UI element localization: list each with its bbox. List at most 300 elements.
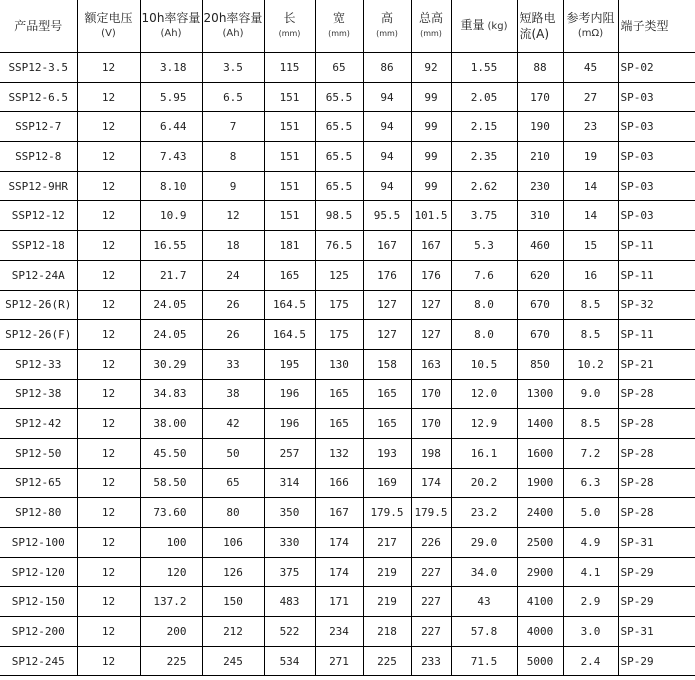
cell-length: 375 xyxy=(264,557,315,587)
cell-capacity-20h: 24 xyxy=(202,260,264,290)
header-capacity-10h xyxy=(140,0,202,53)
header-weight xyxy=(451,0,517,53)
cell-capacity-20h: 9 xyxy=(202,171,264,201)
cell-resistance: 14 xyxy=(563,171,618,201)
cell-capacity-20h: 3.5 xyxy=(202,53,264,83)
cell-width: 65.5 xyxy=(315,112,363,142)
cell-length: 164.5 xyxy=(264,320,315,350)
cell-terminal: SP-03 xyxy=(618,142,695,172)
cell-capacity-20h: 42 xyxy=(202,409,264,439)
cell-weight: 57.8 xyxy=(451,617,517,647)
header-resistance-unit: (mΩ) xyxy=(577,28,604,39)
cell-voltage: 12 xyxy=(77,468,140,498)
cell-capacity-10h: 30.29 xyxy=(140,349,202,379)
cell-capacity-20h: 26 xyxy=(202,290,264,320)
cell-total-height: 226 xyxy=(411,528,451,558)
cell-capacity-10h: 120 xyxy=(140,557,202,587)
cell-length: 115 xyxy=(264,53,315,83)
cell-length: 195 xyxy=(264,349,315,379)
cell-total-height: 174 xyxy=(411,468,451,498)
cell-resistance: 4.9 xyxy=(563,528,618,558)
header-voltage-label: 额定电压 xyxy=(84,11,133,25)
cell-model: SSP12-12 xyxy=(0,201,77,231)
header-height-unit: (mm) xyxy=(376,29,398,38)
table-row xyxy=(0,409,695,439)
header-resistance-label: 参考内阻 xyxy=(566,11,615,25)
cell-capacity-10h: 100 xyxy=(140,528,202,558)
table-row xyxy=(0,290,695,320)
cell-terminal: SP-28 xyxy=(618,409,695,439)
cell-model: SP12-150 xyxy=(0,587,77,617)
cell-model: SP12-65 xyxy=(0,468,77,498)
cell-terminal: SP-02 xyxy=(618,53,695,83)
cell-model: SP12-80 xyxy=(0,498,77,528)
cell-width: 175 xyxy=(315,320,363,350)
table-row xyxy=(0,142,695,172)
cell-weight: 43 xyxy=(451,587,517,617)
cell-total-height: 233 xyxy=(411,646,451,676)
cell-terminal: SP-29 xyxy=(618,646,695,676)
table-row xyxy=(0,53,695,83)
cell-capacity-10h: 10.9 xyxy=(140,201,202,231)
cell-length: 314 xyxy=(264,468,315,498)
cell-width: 76.5 xyxy=(315,231,363,261)
cell-weight: 2.35 xyxy=(451,142,517,172)
cell-length: 522 xyxy=(264,617,315,647)
cell-terminal: SP-11 xyxy=(618,231,695,261)
cell-total-height: 227 xyxy=(411,617,451,647)
cell-capacity-10h: 34.83 xyxy=(140,379,202,409)
cell-capacity-20h: 126 xyxy=(202,557,264,587)
cell-model: SP12-120 xyxy=(0,557,77,587)
cell-width: 65.5 xyxy=(315,171,363,201)
cell-width: 167 xyxy=(315,498,363,528)
header-model-label: 产品型号 xyxy=(14,19,63,33)
cell-total-height: 227 xyxy=(411,557,451,587)
table-row xyxy=(0,528,695,558)
cell-length: 483 xyxy=(264,587,315,617)
cell-length: 151 xyxy=(264,171,315,201)
cell-capacity-10h: 5.95 xyxy=(140,82,202,112)
cell-short-circuit: 190 xyxy=(517,112,563,142)
cell-model: SP12-26(F) xyxy=(0,320,77,350)
cell-capacity-20h: 26 xyxy=(202,320,264,350)
cell-height: 219 xyxy=(363,557,411,587)
header-short-circuit xyxy=(517,0,563,53)
cell-total-height: 170 xyxy=(411,379,451,409)
cell-capacity-20h: 8 xyxy=(202,142,264,172)
cell-short-circuit: 1400 xyxy=(517,409,563,439)
cell-model: SP12-50 xyxy=(0,438,77,468)
table-row xyxy=(0,201,695,231)
header-capacity-10h-label: 10h率容量 xyxy=(141,11,201,25)
cell-weight: 20.2 xyxy=(451,468,517,498)
cell-resistance: 2.9 xyxy=(563,587,618,617)
cell-voltage: 12 xyxy=(77,438,140,468)
cell-height: 86 xyxy=(363,53,411,83)
cell-voltage: 12 xyxy=(77,617,140,647)
header-capacity-20h-unit: (Ah) xyxy=(222,28,244,39)
cell-model: SP12-42 xyxy=(0,409,77,439)
cell-weight: 23.2 xyxy=(451,498,517,528)
cell-length: 151 xyxy=(264,82,315,112)
cell-width: 65.5 xyxy=(315,142,363,172)
cell-length: 151 xyxy=(264,201,315,231)
cell-length: 151 xyxy=(264,112,315,142)
cell-voltage: 12 xyxy=(77,349,140,379)
cell-short-circuit: 170 xyxy=(517,82,563,112)
cell-weight: 34.0 xyxy=(451,557,517,587)
header-length-label: 长 xyxy=(283,11,296,25)
cell-resistance: 5.0 xyxy=(563,498,618,528)
cell-width: 174 xyxy=(315,528,363,558)
cell-voltage: 12 xyxy=(77,409,140,439)
cell-resistance: 16 xyxy=(563,260,618,290)
cell-height: 95.5 xyxy=(363,201,411,231)
cell-total-height: 167 xyxy=(411,231,451,261)
cell-capacity-20h: 80 xyxy=(202,498,264,528)
cell-length: 164.5 xyxy=(264,290,315,320)
cell-total-height: 163 xyxy=(411,349,451,379)
cell-terminal: SP-28 xyxy=(618,498,695,528)
cell-capacity-10h: 137.2 xyxy=(140,587,202,617)
cell-capacity-20h: 33 xyxy=(202,349,264,379)
cell-capacity-10h: 58.50 xyxy=(140,468,202,498)
cell-weight: 2.62 xyxy=(451,171,517,201)
cell-weight: 71.5 xyxy=(451,646,517,676)
cell-terminal: SP-28 xyxy=(618,379,695,409)
cell-capacity-20h: 7 xyxy=(202,112,264,142)
cell-weight: 2.05 xyxy=(451,82,517,112)
table-row xyxy=(0,468,695,498)
cell-total-height: 176 xyxy=(411,260,451,290)
cell-short-circuit: 2500 xyxy=(517,528,563,558)
table-row xyxy=(0,617,695,647)
cell-height: 167 xyxy=(363,231,411,261)
cell-length: 196 xyxy=(264,379,315,409)
cell-capacity-10h: 200 xyxy=(140,617,202,647)
table-body xyxy=(0,53,695,676)
cell-terminal: SP-21 xyxy=(618,349,695,379)
cell-weight: 2.15 xyxy=(451,112,517,142)
cell-voltage: 12 xyxy=(77,82,140,112)
table-row xyxy=(0,646,695,676)
cell-resistance: 4.1 xyxy=(563,557,618,587)
table-row xyxy=(0,260,695,290)
cell-short-circuit: 1600 xyxy=(517,438,563,468)
cell-terminal: SP-31 xyxy=(618,617,695,647)
cell-resistance: 8.5 xyxy=(563,290,618,320)
cell-terminal: SP-28 xyxy=(618,468,695,498)
header-weight-unit: (kg) xyxy=(487,21,508,32)
cell-model: SSP12-8 xyxy=(0,142,77,172)
header-capacity-10h-unit: (Ah) xyxy=(160,28,182,39)
header-total-height-label: 总高 xyxy=(418,11,443,25)
cell-capacity-10h: 8.10 xyxy=(140,171,202,201)
cell-total-height: 101.5 xyxy=(411,201,451,231)
cell-voltage: 12 xyxy=(77,53,140,83)
header-voltage xyxy=(77,0,140,53)
cell-weight: 5.3 xyxy=(451,231,517,261)
cell-short-circuit: 1900 xyxy=(517,468,563,498)
cell-total-height: 227 xyxy=(411,587,451,617)
cell-total-height: 92 xyxy=(411,53,451,83)
cell-voltage: 12 xyxy=(77,320,140,350)
cell-resistance: 45 xyxy=(563,53,618,83)
cell-model: SP12-38 xyxy=(0,379,77,409)
cell-width: 130 xyxy=(315,349,363,379)
cell-total-height: 99 xyxy=(411,171,451,201)
cell-capacity-10h: 16.55 xyxy=(140,231,202,261)
cell-voltage: 12 xyxy=(77,646,140,676)
header-resistance xyxy=(563,0,618,53)
table-row xyxy=(0,587,695,617)
cell-voltage: 12 xyxy=(77,260,140,290)
cell-weight: 10.5 xyxy=(451,349,517,379)
cell-height: 127 xyxy=(363,320,411,350)
table-row xyxy=(0,379,695,409)
cell-short-circuit: 670 xyxy=(517,290,563,320)
cell-weight: 7.6 xyxy=(451,260,517,290)
header-terminal xyxy=(618,0,695,53)
header-short-circuit-line1: 短路电 xyxy=(519,11,556,25)
cell-width: 234 xyxy=(315,617,363,647)
cell-resistance: 23 xyxy=(563,112,618,142)
cell-model: SSP12-6.5 xyxy=(0,82,77,112)
cell-height: 217 xyxy=(363,528,411,558)
cell-voltage: 12 xyxy=(77,587,140,617)
cell-capacity-20h: 212 xyxy=(202,617,264,647)
cell-capacity-20h: 106 xyxy=(202,528,264,558)
cell-terminal: SP-29 xyxy=(618,587,695,617)
cell-voltage: 12 xyxy=(77,231,140,261)
cell-weight: 3.75 xyxy=(451,201,517,231)
cell-length: 165 xyxy=(264,260,315,290)
table-row xyxy=(0,231,695,261)
cell-terminal: SP-03 xyxy=(618,112,695,142)
cell-height: 193 xyxy=(363,438,411,468)
cell-length: 350 xyxy=(264,498,315,528)
cell-total-height: 127 xyxy=(411,290,451,320)
cell-capacity-20h: 38 xyxy=(202,379,264,409)
cell-model: SP12-33 xyxy=(0,349,77,379)
cell-capacity-20h: 245 xyxy=(202,646,264,676)
cell-weight: 8.0 xyxy=(451,320,517,350)
cell-short-circuit: 620 xyxy=(517,260,563,290)
cell-total-height: 99 xyxy=(411,82,451,112)
header-total-height xyxy=(411,0,451,53)
cell-capacity-10h: 38.00 xyxy=(140,409,202,439)
header-terminal-label: 端子类型 xyxy=(620,19,669,33)
cell-resistance: 2.4 xyxy=(563,646,618,676)
cell-height: 165 xyxy=(363,379,411,409)
cell-short-circuit: 2400 xyxy=(517,498,563,528)
cell-model: SSP12-18 xyxy=(0,231,77,261)
cell-total-height: 198 xyxy=(411,438,451,468)
cell-height: 94 xyxy=(363,82,411,112)
cell-resistance: 3.0 xyxy=(563,617,618,647)
cell-height: 127 xyxy=(363,290,411,320)
cell-weight: 8.0 xyxy=(451,290,517,320)
cell-resistance: 7.2 xyxy=(563,438,618,468)
cell-weight: 16.1 xyxy=(451,438,517,468)
cell-capacity-20h: 50 xyxy=(202,438,264,468)
cell-height: 219 xyxy=(363,587,411,617)
cell-resistance: 8.5 xyxy=(563,320,618,350)
cell-width: 125 xyxy=(315,260,363,290)
cell-terminal: SP-11 xyxy=(618,260,695,290)
cell-width: 132 xyxy=(315,438,363,468)
cell-capacity-10h: 3.18 xyxy=(140,53,202,83)
cell-model: SP12-100 xyxy=(0,528,77,558)
cell-short-circuit: 4000 xyxy=(517,617,563,647)
cell-voltage: 12 xyxy=(77,171,140,201)
cell-short-circuit: 88 xyxy=(517,53,563,83)
cell-model: SP12-245 xyxy=(0,646,77,676)
cell-terminal: SP-03 xyxy=(618,171,695,201)
cell-total-height: 170 xyxy=(411,409,451,439)
cell-width: 65 xyxy=(315,53,363,83)
cell-total-height: 99 xyxy=(411,142,451,172)
cell-terminal: SP-29 xyxy=(618,557,695,587)
cell-terminal: SP-03 xyxy=(618,82,695,112)
table-row xyxy=(0,557,695,587)
header-length-unit: (mm) xyxy=(278,29,301,38)
cell-voltage: 12 xyxy=(77,201,140,231)
header-width xyxy=(315,0,363,53)
cell-height: 158 xyxy=(363,349,411,379)
cell-capacity-10h: 21.7 xyxy=(140,260,202,290)
cell-voltage: 12 xyxy=(77,379,140,409)
cell-total-height: 99 xyxy=(411,112,451,142)
table-row xyxy=(0,112,695,142)
cell-height: 176 xyxy=(363,260,411,290)
cell-width: 171 xyxy=(315,587,363,617)
cell-voltage: 12 xyxy=(77,528,140,558)
cell-capacity-10h: 6.44 xyxy=(140,112,202,142)
cell-width: 166 xyxy=(315,468,363,498)
header-width-unit: (mm) xyxy=(328,29,350,38)
cell-terminal: SP-32 xyxy=(618,290,695,320)
cell-width: 271 xyxy=(315,646,363,676)
cell-length: 534 xyxy=(264,646,315,676)
cell-terminal: SP-11 xyxy=(618,320,695,350)
cell-total-height: 127 xyxy=(411,320,451,350)
cell-voltage: 12 xyxy=(77,290,140,320)
cell-capacity-20h: 65 xyxy=(202,468,264,498)
header-short-circuit-line2: 流(A) xyxy=(519,27,550,41)
table-row xyxy=(0,171,695,201)
cell-length: 196 xyxy=(264,409,315,439)
cell-capacity-20h: 12 xyxy=(202,201,264,231)
header-height xyxy=(363,0,411,53)
cell-short-circuit: 310 xyxy=(517,201,563,231)
table-row xyxy=(0,498,695,528)
cell-capacity-10h: 225 xyxy=(140,646,202,676)
cell-length: 257 xyxy=(264,438,315,468)
table-row xyxy=(0,438,695,468)
cell-short-circuit: 1300 xyxy=(517,379,563,409)
cell-model: SSP12-3.5 xyxy=(0,53,77,83)
cell-resistance: 14 xyxy=(563,201,618,231)
cell-width: 174 xyxy=(315,557,363,587)
cell-model: SSP12-7 xyxy=(0,112,77,142)
cell-resistance: 27 xyxy=(563,82,618,112)
cell-weight: 1.55 xyxy=(451,53,517,83)
cell-short-circuit: 850 xyxy=(517,349,563,379)
cell-short-circuit: 2900 xyxy=(517,557,563,587)
cell-height: 179.5 xyxy=(363,498,411,528)
cell-short-circuit: 230 xyxy=(517,171,563,201)
cell-capacity-10h: 7.43 xyxy=(140,142,202,172)
cell-width: 65.5 xyxy=(315,82,363,112)
header-capacity-20h xyxy=(202,0,264,53)
cell-short-circuit: 210 xyxy=(517,142,563,172)
cell-height: 94 xyxy=(363,112,411,142)
table-row xyxy=(0,349,695,379)
cell-length: 330 xyxy=(264,528,315,558)
cell-capacity-20h: 150 xyxy=(202,587,264,617)
cell-length: 181 xyxy=(264,231,315,261)
cell-width: 98.5 xyxy=(315,201,363,231)
cell-short-circuit: 4100 xyxy=(517,587,563,617)
cell-voltage: 12 xyxy=(77,557,140,587)
cell-resistance: 6.3 xyxy=(563,468,618,498)
cell-height: 165 xyxy=(363,409,411,439)
header-total-height-unit: (mm) xyxy=(420,29,442,38)
cell-resistance: 8.5 xyxy=(563,409,618,439)
table-row xyxy=(0,82,695,112)
cell-length: 151 xyxy=(264,142,315,172)
header-voltage-unit: (V) xyxy=(101,28,116,39)
header-row xyxy=(0,0,695,53)
cell-resistance: 9.0 xyxy=(563,379,618,409)
cell-width: 175 xyxy=(315,290,363,320)
cell-capacity-10h: 45.50 xyxy=(140,438,202,468)
header-model xyxy=(0,0,77,53)
cell-weight: 12.9 xyxy=(451,409,517,439)
cell-resistance: 10.2 xyxy=(563,349,618,379)
cell-model: SSP12-9HR xyxy=(0,171,77,201)
table-row xyxy=(0,320,695,350)
cell-short-circuit: 5000 xyxy=(517,646,563,676)
cell-model: SP12-200 xyxy=(0,617,77,647)
cell-terminal: SP-31 xyxy=(618,528,695,558)
header-capacity-20h-label: 20h率容量 xyxy=(203,11,263,25)
header-width-label: 宽 xyxy=(332,11,345,25)
header-weight-label: 重量 xyxy=(460,18,485,32)
cell-voltage: 12 xyxy=(77,498,140,528)
cell-height: 225 xyxy=(363,646,411,676)
cell-height: 94 xyxy=(363,171,411,201)
cell-terminal: SP-03 xyxy=(618,201,695,231)
cell-total-height: 179.5 xyxy=(411,498,451,528)
cell-capacity-20h: 6.5 xyxy=(202,82,264,112)
cell-width: 165 xyxy=(315,409,363,439)
header-height-label: 高 xyxy=(380,11,393,25)
cell-weight: 29.0 xyxy=(451,528,517,558)
cell-model: SP12-26(R) xyxy=(0,290,77,320)
cell-height: 218 xyxy=(363,617,411,647)
cell-capacity-10h: 73.60 xyxy=(140,498,202,528)
cell-model: SP12-24A xyxy=(0,260,77,290)
cell-resistance: 19 xyxy=(563,142,618,172)
header-length xyxy=(264,0,315,53)
cell-capacity-10h: 24.05 xyxy=(140,290,202,320)
cell-short-circuit: 670 xyxy=(517,320,563,350)
cell-capacity-10h: 24.05 xyxy=(140,320,202,350)
cell-capacity-20h: 18 xyxy=(202,231,264,261)
